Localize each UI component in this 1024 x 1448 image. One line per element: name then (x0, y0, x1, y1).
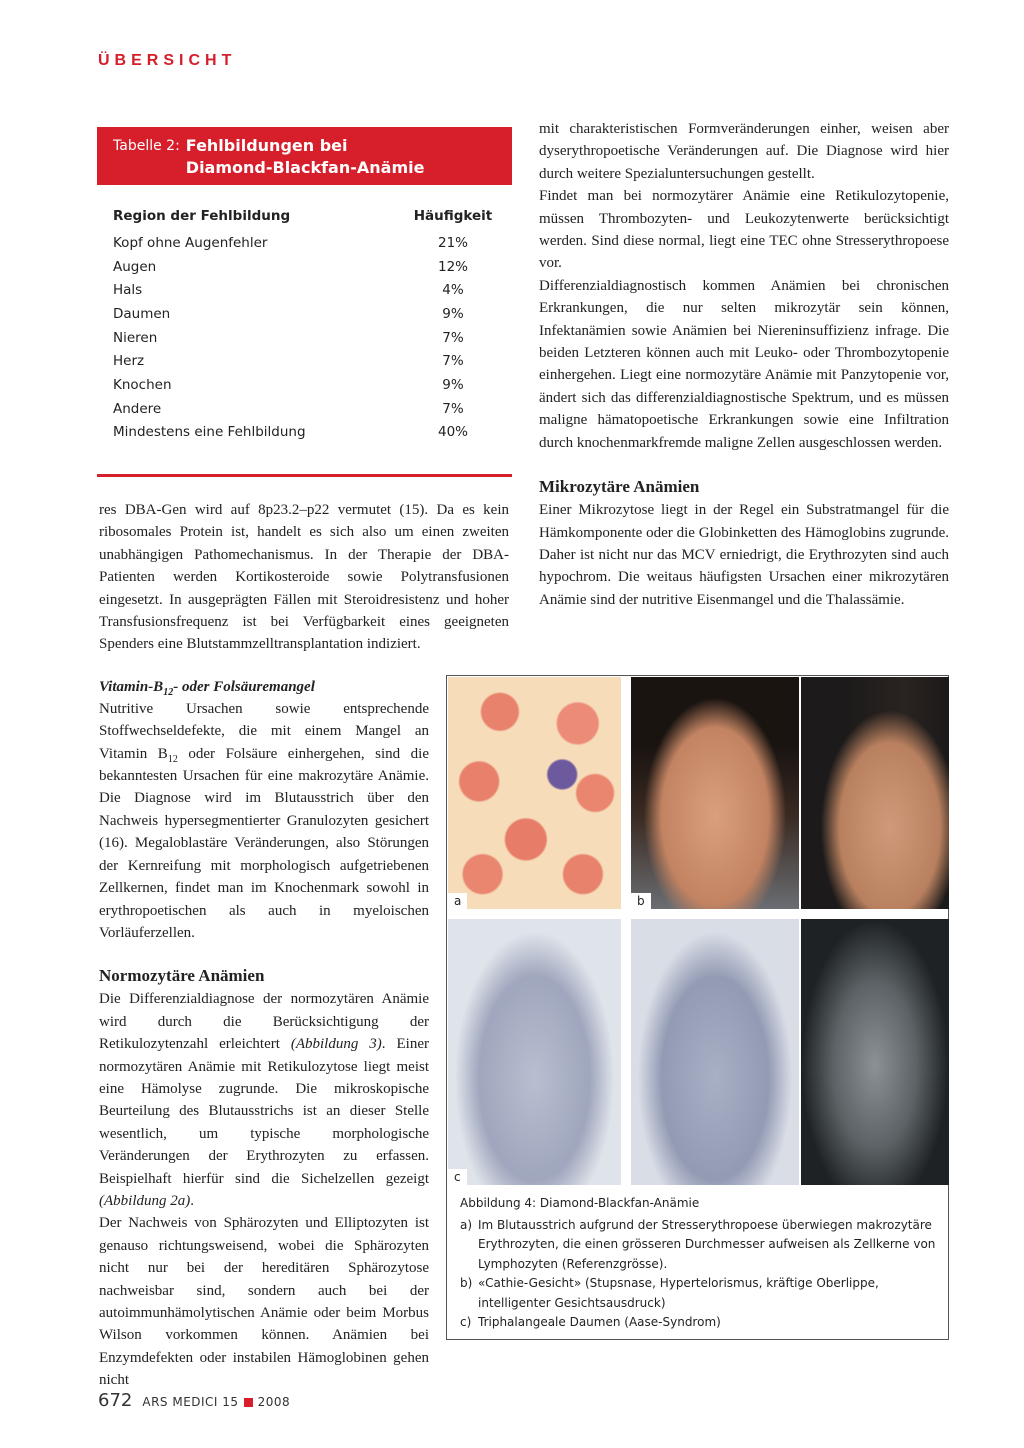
table-cell: 9% (442, 305, 464, 322)
paragraph: mit charakteristischen Formveränderungen einher, weisen aber dyserythropoetische Veränderungen auf. Die Diagnose wird hier durch weitere Spezialuntersuchungen gestellt. (539, 121, 949, 182)
child-face-profile-image (801, 677, 949, 909)
caption-item (460, 1313, 940, 1333)
table-bottom-rule (97, 474, 512, 477)
paragraph: Nutritive Ursachen sowie entsprechende Stoffwechseldefekte, die mit einem Mangel an Vitamin $B_{12}$ oder Folsäure einhergehen, sind die bekanntesten Ursachen für eine makrozytäre Anämie. Die Diagnose wird im Blutausstrich über den Nachweis hypersegmentierter Granulozyten gesichert (16). Megaloblastäre Veränderungen, also Störungen der Kernreifung mit morphologisch aufgetriebenen Zellkernen, findet man im Knochenmark sowohl in erythropoetischen als auch in myeloischen Vorläuferzellen. (99, 700, 430, 941)
table-row (113, 421, 493, 445)
blood-smear-image (448, 677, 621, 909)
table-row (113, 349, 493, 373)
table-label: Tabelle 2: (113, 138, 180, 154)
table-cell: 7% (442, 353, 464, 370)
table-cell: 40% (437, 424, 468, 441)
page-number: 672 (98, 1390, 133, 1411)
caption-item (460, 1274, 940, 1313)
table-cell: Augen (113, 258, 157, 275)
table-title-line: Fehlbildungen bei (185, 136, 348, 155)
table-cell: 7% (442, 329, 464, 346)
table-cell: Kopf ohne Augenfehler (113, 234, 268, 251)
paragraph: Findet man bei normozytärer Anämie eine Retikulozytopenie, müssen Thrombozyten- und Leukozytenwerte berücksichtigt werden. Sind diese normal, liegt eine TEC ohne Stresserythropoese vor. (539, 188, 949, 272)
hand-photo-2-image (631, 919, 799, 1185)
table-header-row (113, 203, 493, 229)
figure-caption (460, 1194, 940, 1333)
table-row (113, 373, 493, 397)
right-column (539, 118, 949, 611)
table-row (113, 255, 493, 279)
paragraph: Einer Mikrozytose liegt in der Regel ein Substratmangel für die Hämkomponente oder die Globinketten des Hämoglobins zugrunde. Daher ist nicht nur das MCV erniedrigt, die Erythrozyten sind auch hypochrom. Die weitaus häufigsten Ursachen einer mikrozytären Anämie sind der nutritive Eisenmangel und die Thalassämie. (539, 502, 949, 608)
table-row (113, 397, 493, 421)
journal-info: ARS MEDICI 15 2008 (142, 1395, 291, 1409)
table-row (113, 326, 493, 350)
paragraph: Der Nachweis von Sphärozyten und Elliptozyten ist genauso richtungsweisend, wobei die Sphärozyten nicht nur bei der hereditären Sphärozytose nachweisbar sind, sondern auch bei der autoimmunhämolytischen Anämie oder beim Morbus Wilson vorkommen können. Anämien bei Enzymdefekten oder instabilen Hämoglobinen gehen nicht (99, 1215, 429, 1389)
table-cell: Herz (113, 353, 145, 370)
malformation-table (113, 203, 493, 444)
caption-item-text: «Cathie-Gesicht» (Stupsnase, Hypertelorismus, kräftige Oberlippe, intelligenter Gesichtsausdruck) (478, 1276, 879, 1310)
table-cell: Knochen (113, 376, 172, 393)
table-title (186, 135, 425, 179)
section-heading-vitamin: Vitamin-$B_{12}-$ oder Folsäuremangel (99, 678, 315, 698)
table-cell: Mindestens eine Fehlbildung (113, 424, 306, 441)
table-cell: 21% (437, 234, 468, 251)
caption-item (460, 1216, 940, 1275)
table-cell: 4% (442, 282, 464, 299)
hand-photo-image (448, 919, 621, 1185)
child-face-front-image (631, 677, 799, 909)
figure-4 (446, 675, 949, 1340)
panel-label: b (631, 893, 651, 909)
page-footer (98, 1390, 290, 1411)
column-header: Region der Fehlbildung (113, 208, 291, 224)
section-kicker: ÜBERSICHT (98, 52, 237, 69)
left-column-lower (99, 676, 429, 1392)
table-cell: Andere (113, 400, 162, 417)
caption-item-key: b) (460, 1276, 473, 1290)
section-heading-mikrozytaer: Mikrozytäre Anämien (539, 477, 700, 497)
paragraph: res DBA-Gen wird auf 8p23.2–p22 vermutet (15). Da es kein ribosomales Protein ist, handelt es sich also um einen zweiten unabhängigen Pathomechanismus. In der Therapie der DBA-Patienten werden Kortikosteroide sowie Polytransfusionen eingesetzt. In ausgeprägten Fällen mit Steroidresistenz und hoher Transfusionsfrequenz ist bei Verfügbarkeit eines geeigneten Spenders eine Blutstammzelltransplantation indiziert. (99, 502, 509, 653)
caption-item-key: c) (460, 1315, 472, 1329)
column-header: Häufigkeit (413, 208, 493, 224)
table-row (113, 278, 493, 302)
table-title-bar (97, 127, 512, 185)
table-cell: Daumen (113, 305, 171, 322)
caption-item-key: a) (460, 1217, 473, 1232)
caption-item-text: Im Blutausstrich aufgrund der Stresserythropoese überwiegen makrozytäre Erythrozyten, die einen grösseren Durchmesser aufweisen als Zellkerne von Lymphozyten (Referenzgrösse). (478, 1217, 936, 1271)
caption-title: Abbildung 4: Diamond-Blackfan-Anämie (460, 1196, 700, 1210)
table-title-line: Diamond-Blackfan-Anämie (185, 158, 425, 177)
panel-label: c (448, 1169, 467, 1185)
table-cell: 9% (442, 376, 464, 393)
table-row (113, 231, 493, 255)
table-cell: 7% (442, 400, 464, 417)
paragraph: Differenzialdiagnostisch kommen Anämien bei chronischen Erkrankungen, die nur selten mikrozytär sein können, Infektanämien sowie Anämien bei Niereninsuffizienz infrage. Die beiden Letzteren können auch mit Leuko- oder Thrombozytopenie einhergehen. Liegt eine normozytäre Anämie mit Panzytopenie vor, ändert sich das differenzialdiagnostische Spektrum, und es müssen maligne hämatopoetische Erkrankungen sowie eine Infiltration durch knochenmarkfremde maligne Zellen ausgeschlossen werden. (539, 277, 949, 451)
section-heading-normozytaer: Normozytäre Anämien (99, 966, 265, 986)
table-cell: Nieren (113, 329, 158, 346)
table-cell: 12% (437, 258, 468, 275)
panel-label: a (448, 893, 467, 909)
caption-item-text: Triphalangeale Daumen (Aase-Syndrom) (478, 1315, 721, 1329)
table-row (113, 302, 493, 326)
table-cell: Hals (113, 282, 143, 299)
paragraph: Die Differenzialdiagnose der normozytären Anämie wird durch die Berücksichtigung der Retikulozytenzahl erleichtert (Abbildung 3). Einer normozytären Anämie mit Retikulozytose liegt meist eine Hämolyse zugrunde. Die mikroskopische Beurteilung des Blutausstrichs ist an dieser Stelle wesentlich, um typische morphologische Veränderungen der Erythrozyten zu erfassen. Beispielhaft hierfür sind die Sichelzellen gezeigt (Abbildung 2a). (99, 991, 429, 1209)
red-square-icon (244, 1398, 253, 1407)
hand-xray-image (801, 919, 949, 1185)
